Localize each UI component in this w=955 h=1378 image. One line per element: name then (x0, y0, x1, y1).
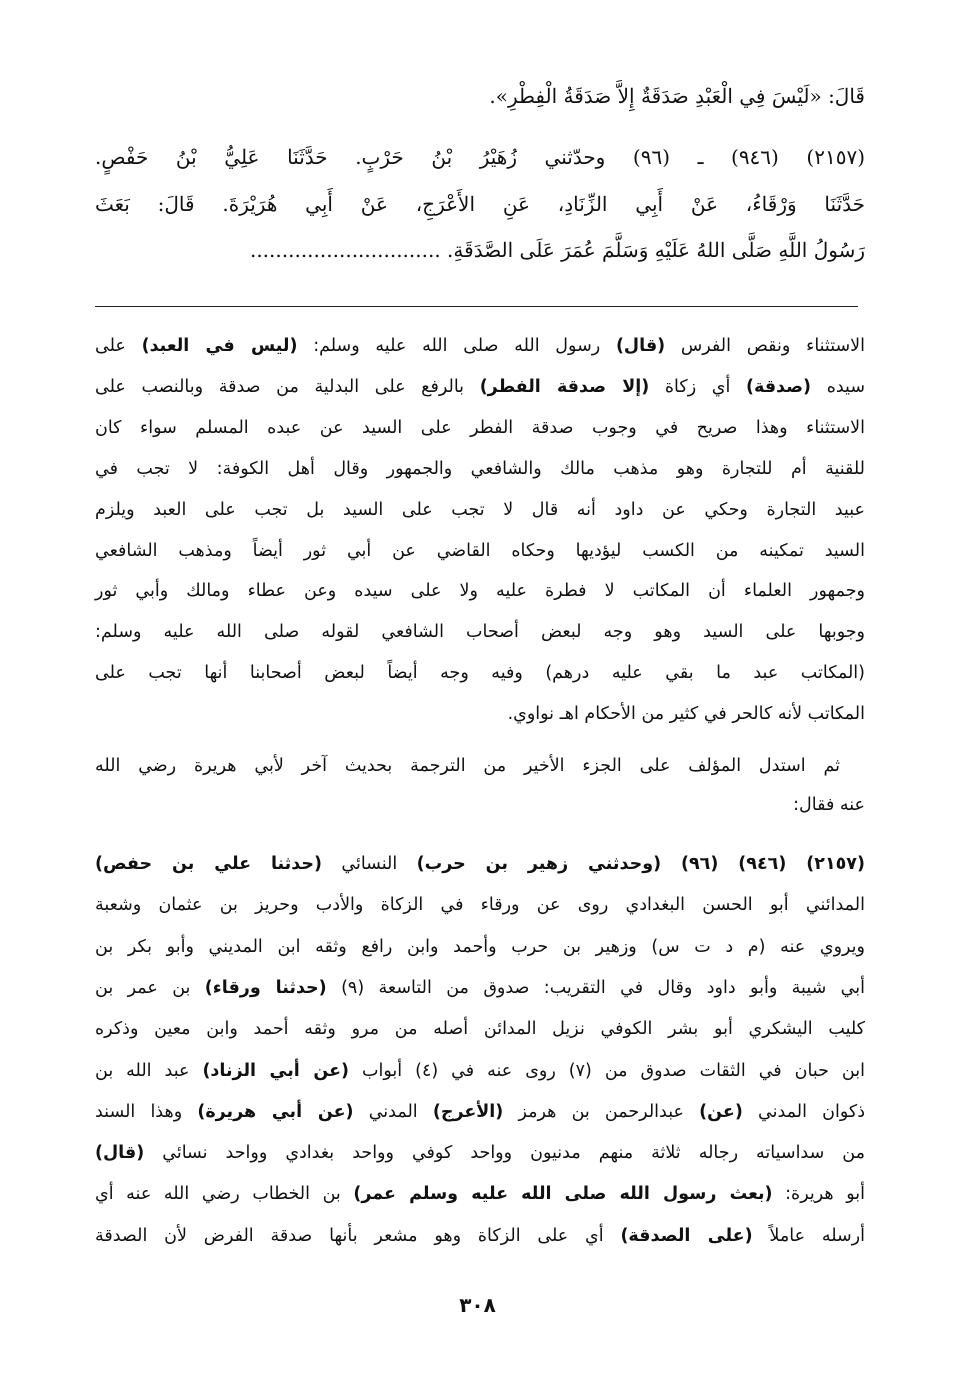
text-line (95, 1225, 865, 1246)
text-segment: بالرفع على البدلية من صدقة وبالنصب على (95, 376, 480, 397)
text-line (95, 499, 865, 520)
bold-quote-segment: (الأعرج) (432, 1101, 504, 1122)
text-segment: كليب اليشكري أبو بشر الكوفي نزيل المدائن أصله من مرو وثقه أحمد وابن معين وذكره (95, 1019, 865, 1040)
text-line (95, 376, 865, 397)
text-segment: أبو هريرة: (772, 1184, 866, 1205)
text-line (95, 1101, 865, 1122)
text-line (95, 1145, 865, 1163)
text-line (95, 1060, 865, 1081)
text-line (95, 194, 865, 214)
text-segment: النسائي (321, 854, 417, 874)
text-segment: رسول الله صلى الله عليه وسلم: (297, 336, 616, 356)
text-line (95, 86, 865, 106)
text-segment: من سداسياته رجاله ثلاثة منهم مدنيون وواحد كوفي وواحد بغدادي وواحد نسائي (144, 1143, 865, 1164)
text-line (95, 897, 865, 915)
bold-quote-segment: (عن أبي هريرة) (197, 1101, 354, 1122)
bold-quote-segment: (بعث رسول الله صلى الله عليه وسلم عمر) (353, 1184, 773, 1205)
text-segment: أبي شيبة وأبو داود وقال في التقريب: صدوق من التاسعة (٩) (326, 977, 865, 998)
bold-quote-segment: (على الصدقة) (620, 1225, 753, 1246)
text-segment: بن عمر بن (95, 977, 205, 998)
bold-quote-segment: (صدقة) (745, 376, 812, 397)
text-segment: عبد الله بن (95, 1060, 203, 1081)
page-number: ٣٠٨ (459, 1293, 496, 1317)
bold-quote-segment: (حدثنا علي بن حفص) (95, 854, 322, 874)
text-line (95, 583, 865, 601)
text-segment: (المكاتب عبد ما بقي عليه درهم) وفيه وجه أيضاً لبعض أصحابنا أنها تجب على (95, 663, 865, 684)
text-line (95, 417, 865, 438)
bold-quote-segment: (ليس في العبد) (141, 336, 298, 356)
text-segment: حَدَّثَنَا وَرْقَاءُ، عَنْ أَبِي الزِّنَادِ، عَنِ الأَعْرَجِ، عَنْ أَبِي هُرَيْرَةَ. قَالَ: بَعَثَ (95, 192, 865, 216)
text-segment: الاستثناء وهذا صريح في وجوب صدقة الفطر على السيد عن عبده المسلم سواء كان (95, 417, 865, 438)
text-segment: رَسُولُ اللَّهِ صَلَّى اللهُ عَلَيْهِ وَسَلَّمَ عُمَرَ عَلَى الصَّدَقَةِ. .............................. (249, 238, 865, 262)
text-segment: وجوبها على السيد وهو وجه لبعض أصحاب الشافعي لقوله صلى الله عليه وسلم: (95, 622, 865, 643)
text-line (95, 147, 865, 167)
text-line (95, 624, 865, 642)
text-segment: عبيد التجارة وحكي عن داود أنه قال لا تجب على السيد بل تجب على العبد ويلزم (95, 499, 865, 520)
text-segment: قَالَ: «لَيْسَ فِي الْعَبْدِ صَدَقَةٌ إِلاَّ صَدَقَةُ الْفِطْرِ». (489, 84, 865, 108)
text-segment: أي زكاة (649, 376, 746, 397)
text-segment: الاستثناء ونقص الفرس (665, 336, 866, 356)
text-line (95, 240, 865, 260)
text-segment: (٢١٥٧) (٩٤٦) ـ (٩٦) وحدّثني زُهَيْرُ بْنُ حَرْبٍ. حَدَّثَنَا عَلِيُّ بْنُ حَفْصٍ. (95, 145, 866, 169)
text-line (95, 856, 865, 874)
text-line (95, 338, 865, 356)
bold-quote-segment: (إلا صدقة الفطر) (479, 376, 650, 397)
bold-quote-segment: (قال) (95, 1143, 145, 1164)
text-line (95, 1021, 865, 1039)
text-segment: سيده (811, 376, 865, 397)
text-line (95, 936, 865, 957)
bold-quote-segment: (قال) (615, 336, 666, 356)
text-segment: ويروي عنه (م د ت س) وزهير بن حرب وأحمد وابن رافع وثقه ابن المديني وأبو بكر بن (95, 936, 865, 957)
bold-quote-segment: (٢١٥٧) (٩٤٦) (٩٦) (661, 854, 865, 874)
bold-quote-segment: (عن أبي الزناد) (202, 1060, 350, 1081)
text-segment: على (95, 336, 142, 356)
text-segment: أرسله عاملاً (752, 1225, 865, 1246)
text-line (95, 706, 865, 724)
text-segment: المدني (353, 1101, 433, 1122)
text-segment: وهذا السند (95, 1101, 198, 1122)
text-segment: ذكوان المدني (742, 1101, 865, 1122)
bold-quote-segment: (وحدثني زهير بن حرب) (416, 854, 662, 874)
text-line (95, 540, 865, 561)
text-line (95, 458, 865, 479)
text-segment: ثم استدل المؤلف على الجزء الأخير من الترجمة بحديث آخر لأبي هريرة رضي الله (95, 756, 840, 776)
text-segment: عبدالرحمن بن هرمز (503, 1101, 700, 1122)
text-line (95, 665, 865, 683)
text-line (95, 977, 865, 998)
text-segment: بن الخطاب رضي الله عنه أي (95, 1184, 354, 1205)
text-line (95, 797, 865, 815)
text-line (95, 758, 840, 776)
bold-quote-segment: (عن) (699, 1101, 743, 1122)
text-line (95, 1186, 865, 1204)
text-segment: المكاتب لأنه كالحر في كثير من الأحكام اهـ نواوي. (507, 704, 865, 725)
text-segment: ابن حبان في الثقات صدوق من (٧) روى عنه في (٤) أبواب (349, 1060, 865, 1081)
text-segment: المدائني أبو الحسن البغدادي روى عن ورقاء في الزكاة والأدب وحريز بن عثمان وشعبة (95, 895, 865, 916)
text-segment: عنه فقال: (793, 795, 865, 815)
text-segment: السيد تمكينه من الكسب ليؤديها وحكاه القاضي عن أبي ثور أيضاً ومذهب الشافعي (95, 540, 865, 561)
text-segment: للقنية أم للتجارة وهو مذهب مالك والشافعي والجمهور وقال أهل الكوفة: لا تجب في (95, 458, 865, 479)
text-segment: أي على الزكاة وهو مشعر بأنها صدقة الفرض لأن الصدقة (95, 1225, 621, 1246)
bold-quote-segment: (حدثنا ورقاء) (204, 977, 327, 998)
footnote-divider (95, 306, 858, 307)
text-segment: وجمهور العلماء أن المكاتب لا فطرة عليه ولا على سيده وعن عطاء ومالك وأبي ثور (95, 581, 865, 602)
